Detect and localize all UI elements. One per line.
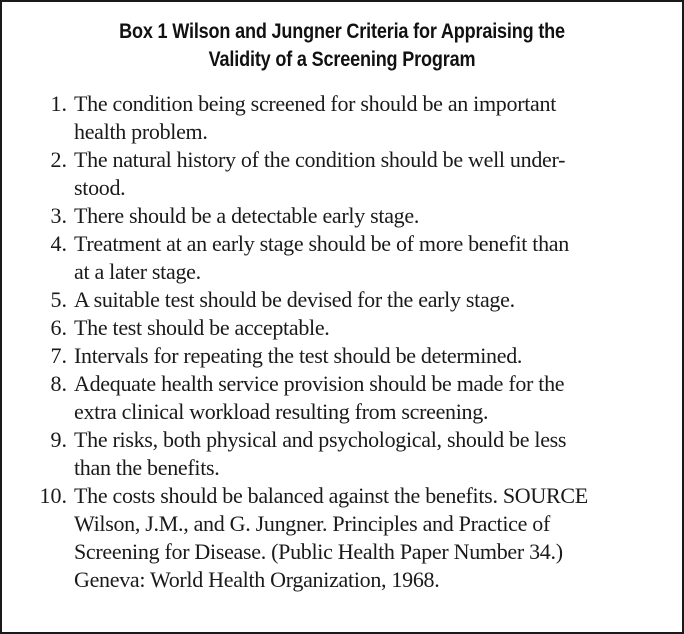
criterion-8 <box>2 370 682 426</box>
criterion-line: The condition being screened for should be an important <box>74 91 557 116</box>
criterion-text <box>74 482 654 594</box>
criterion-2 <box>2 146 682 202</box>
criterion-number: 7. <box>50 343 67 368</box>
criterion-text <box>74 286 654 314</box>
box-title-line-1: Box 1 Wilson and Jungner Criteria for Appraising the <box>119 20 565 43</box>
criterion-9 <box>2 426 682 482</box>
criterion-text <box>74 426 654 482</box>
criterion-line: A suitable test should be devised for the early stage. <box>74 287 515 312</box>
criterion-text <box>74 342 654 370</box>
criterion-line: at a later stage. <box>74 259 201 284</box>
criterion-line: Screening for Disease. (Public Health Paper Number 34.) <box>74 539 563 564</box>
criterion-4 <box>2 230 682 286</box>
criterion-7 <box>2 342 682 370</box>
criterion-text <box>74 146 654 202</box>
criterion-number: 5. <box>50 287 67 312</box>
criterion-10 <box>2 482 682 594</box>
criterion-line: Geneva: World Health Organization, 1968. <box>74 567 440 592</box>
criterion-line: Adequate health service provision should be made for the <box>74 371 565 396</box>
criterion-line: extra clinical workload resulting from screening. <box>74 399 489 424</box>
criterion-number: 4. <box>50 231 67 256</box>
criterion-line: stood. <box>74 175 126 200</box>
criterion-number: 8. <box>50 371 67 396</box>
criterion-6 <box>2 314 682 342</box>
criterion-line: than the benefits. <box>74 455 220 480</box>
criterion-number: 10. <box>39 483 67 508</box>
criterion-text <box>74 230 654 286</box>
box-title-line-2: Validity of a Screening Program <box>208 48 476 71</box>
criterion-line: health problem. <box>74 119 208 144</box>
criterion-line: The costs should be balanced against the benefits. SOURCE <box>74 483 588 508</box>
criterion-number: 3. <box>50 203 67 228</box>
criterion-text <box>74 370 654 426</box>
criterion-1 <box>2 90 682 146</box>
criterion-number: 9. <box>50 427 67 452</box>
criterion-line: The risks, both physical and psychological, should be less <box>74 427 567 452</box>
criterion-line: The natural history of the condition should be well under- <box>74 147 566 172</box>
criterion-text <box>74 202 654 230</box>
criterion-line: Intervals for repeating the test should be determined. <box>74 343 523 368</box>
criterion-5 <box>2 286 682 314</box>
criterion-3 <box>2 202 682 230</box>
criterion-number: 1. <box>50 91 67 116</box>
criterion-text <box>74 90 654 146</box>
criterion-line: Treatment at an early stage should be of more benefit than <box>74 231 569 256</box>
criterion-line: The test should be acceptable. <box>74 315 330 340</box>
criterion-text <box>74 314 654 342</box>
box-title <box>50 18 635 74</box>
criterion-number: 2. <box>50 147 67 172</box>
criterion-line: Wilson, J.M., and G. Jungner. Principles and Practice of <box>74 511 551 536</box>
criterion-line: There should be a detectable early stage. <box>74 203 420 228</box>
criteria-list <box>2 90 682 594</box>
criterion-number: 6. <box>50 315 67 340</box>
